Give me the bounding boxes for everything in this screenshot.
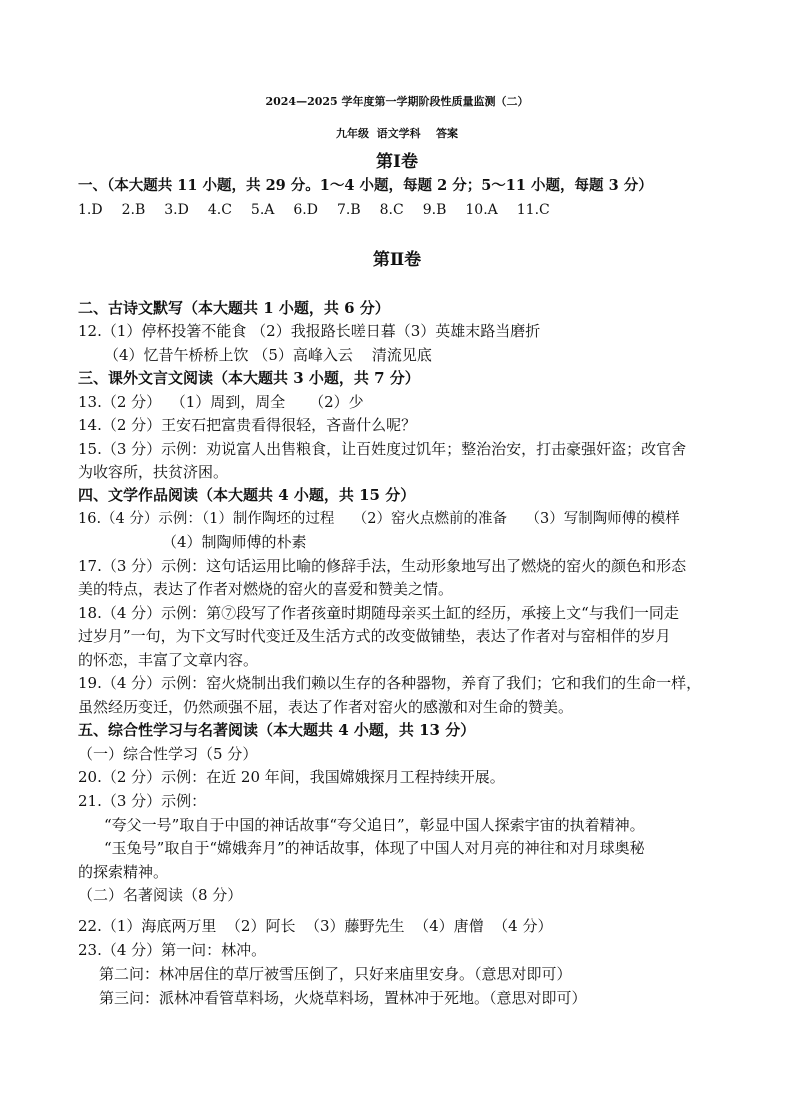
- section-5-heading: 五、综合性学习与名著阅读（本大题共 4 小题，共 13 分）: [78, 721, 476, 739]
- answer-line: 22.（1）海底两万里 （2）阿长 （3）藤野先生 （4）唐僧 （4 分）: [78, 917, 553, 935]
- answer-line: 过岁月”一句，为下文写时代变迁及生活方式的改变做铺垫，表达了作者对与窑相伴的岁月: [78, 627, 671, 645]
- volume-1-label: 第Ⅰ卷: [376, 152, 418, 172]
- answer-line: 的探索精神。: [78, 863, 169, 881]
- answer-line: 20.（2 分）示例：在近 20 年间，我国嫦娥探月工程持续开展。: [78, 768, 505, 786]
- answer-item: 9.B: [422, 202, 447, 218]
- answer-line: 23.（4 分）第一问：林冲。: [78, 941, 267, 959]
- answer-line: 13.（2 分） （1）周到，周全 （2）少: [78, 393, 364, 411]
- page-title: 2024—2025 学年度第一学期阶段性质量监测（二）: [265, 95, 529, 108]
- answer-item: 10.A: [465, 202, 498, 218]
- answer-line: 第三问：派林冲看管草料场，火烧草料场，置林冲于死地。（意思对即可）: [99, 989, 587, 1007]
- section-1-heading: 一、（本大题共 11 小题，共 29 分。1～4 小题，每题 2 分；5～11 小题，每题 3 分）: [78, 177, 653, 194]
- answer-line: 为收容所，扶贫济困。: [78, 463, 229, 481]
- answer-item: 6.D: [293, 202, 318, 218]
- subsection-heading: （一）综合性学习（5 分）: [78, 745, 258, 763]
- answer-line: 第二问：林冲居住的草厅被雪压倒了，只好来庙里安身。（意思对即可）: [99, 965, 572, 983]
- choice-answers: [78, 200, 569, 220]
- answer-item: 5.A: [250, 202, 275, 218]
- answer-line: “玉兔号”取自于“嫦娥奔月”的神话故事，体现了中国人对月亮的神往和对月球奥秘: [104, 839, 645, 857]
- answer-line: 15.（3 分）示例：劝说富人出售粮食，让百姓度过饥年；整治治安，打击豪强奸盗；改官舍: [78, 440, 687, 458]
- answer-line: 虽然经历变迁，仍然顽强不屈，表达了作者对窑火的感激和对生命的赞美。: [78, 698, 574, 716]
- answer-item: 3.D: [164, 202, 189, 218]
- answer-item: 4.C: [207, 202, 232, 218]
- answer-line: 美的特点，表达了作者对燃烧的窑火的喜爱和赞美之情。: [78, 580, 454, 598]
- answer-line: 21.（3 分）示例：: [78, 792, 207, 810]
- answer-line: 18.（4 分）示例：第⑦段写了作者孩童时期随母亲买土缸的经历，承接上文“与我们一同走: [78, 604, 679, 622]
- answer-line: （4）制陶师傅的朴素: [162, 533, 307, 551]
- answer-line: “夸父一号”取自于中国的神话故事“夸父追日”，彰显中国人探索宇宙的执着精神。: [104, 816, 645, 834]
- answer-item: 7.B: [336, 202, 361, 218]
- answer-line: 12.（1）停杯投箸不能食 （2）我报路长嗟日暮（3）英雄末路当磨折: [78, 322, 541, 340]
- answer-line: 17.（3 分）示例：这句话运用比喻的修辞手法，生动形象地写出了燃烧的窑火的颜色和形态: [78, 557, 687, 575]
- answer-item: 2.B: [121, 202, 146, 218]
- answer-line: 16.（4 分）示例：（1）制作陶坯的过程 （2）窑火点燃前的准备 （3）写制陶师傅的模样: [78, 511, 680, 527]
- section-4-heading: 四、文学作品阅读（本大题共 4 小题，共 15 分）: [78, 486, 416, 504]
- answer-line: （4）忆昔午桥桥上饮 （5）高峰入云 清流见底: [104, 346, 432, 364]
- volume-2-label: 第Ⅱ卷: [372, 250, 422, 270]
- section-2-heading: 二、古诗文默写（本大题共 1 小题，共 6 分）: [78, 299, 390, 317]
- answer-line: 19.（4 分）示例：窑火烧制出我们赖以生存的各种器物，养育了我们；它和我们的生命一样，: [78, 674, 702, 692]
- answer-item: 8.C: [379, 202, 404, 218]
- answer-item: 11.C: [516, 202, 550, 218]
- answer-line: 的怀恋，丰富了文章内容。: [78, 651, 259, 669]
- answer-item: 1.D: [78, 202, 103, 218]
- answer-line: 14.（2 分）王安石把富贵看得很轻，吝啬什么呢？: [78, 416, 417, 434]
- page-subtitle: 九年级 语文学科 答案: [336, 127, 458, 140]
- section-3-heading: 三、课外文言文阅读（本大题共 3 小题，共 7 分）: [78, 369, 420, 387]
- subsection-heading: （二）名著阅读（8 分）: [78, 886, 243, 904]
